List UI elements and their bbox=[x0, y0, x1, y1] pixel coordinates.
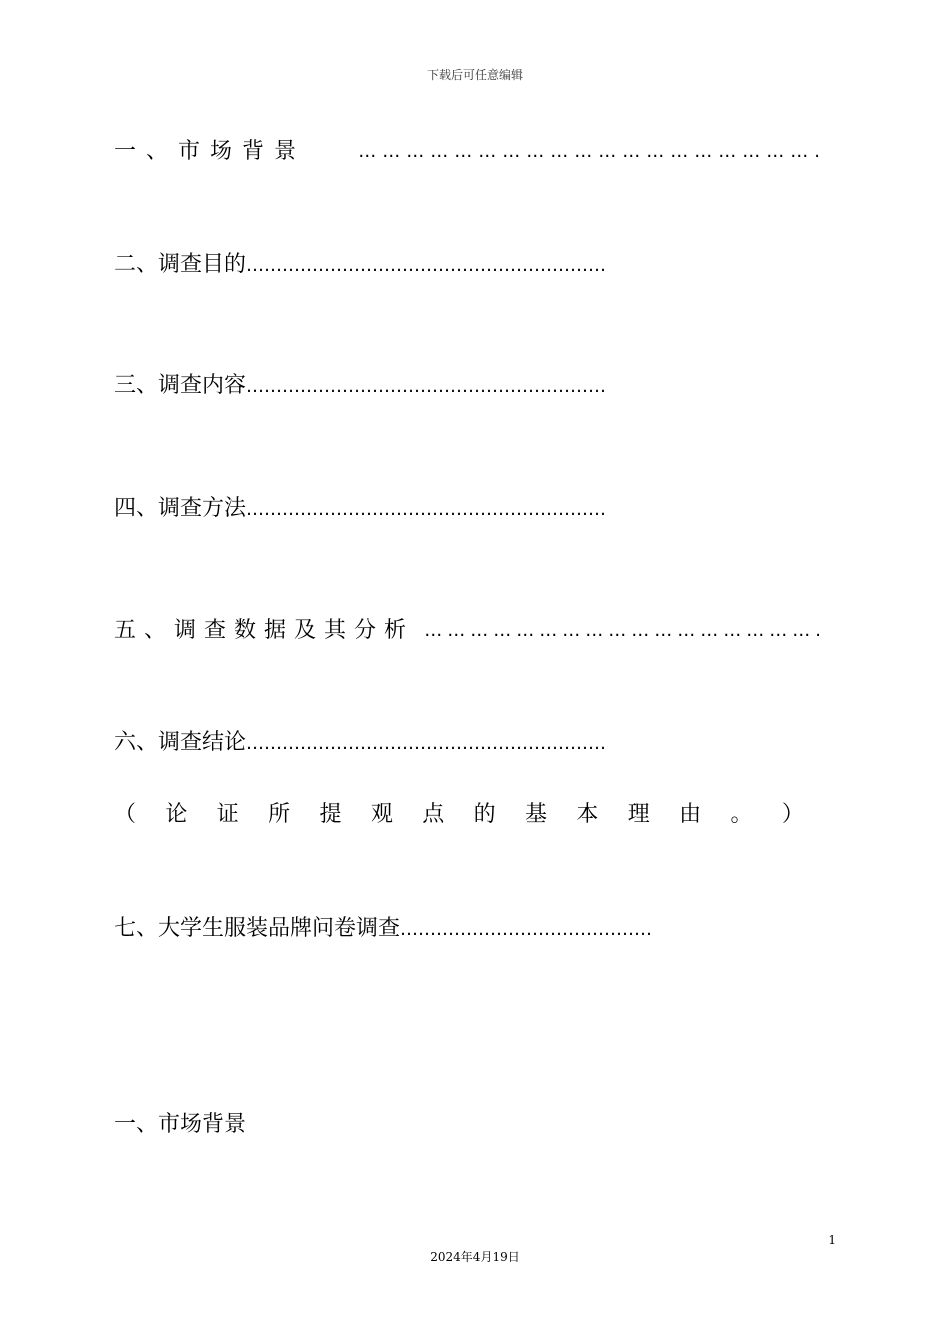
note-char: （ bbox=[114, 802, 137, 827]
note-char: 由 bbox=[679, 802, 702, 827]
toc-item-label: 一、市场背景 bbox=[114, 139, 307, 164]
toc-item-label: 七、大学生服装品牌问卷调查 bbox=[114, 916, 401, 941]
note-char: 论 bbox=[165, 802, 188, 827]
toc-item-brand-questionnaire bbox=[114, 914, 652, 945]
toc-leader-dots: …………………………………………………. bbox=[358, 141, 826, 162]
toc-item-survey-content bbox=[114, 371, 606, 402]
toc-leader-dots: ……………………………………………. bbox=[424, 620, 826, 641]
toc-item-survey-data-analysis bbox=[114, 616, 826, 646]
note-char: 的 bbox=[473, 802, 496, 827]
conclusion-note bbox=[114, 800, 804, 830]
toc-leader-dots: …………………………………………………… bbox=[246, 499, 607, 520]
toc-item-label: 三、调查内容 bbox=[114, 373, 247, 398]
toc-leader-dots: …………………………………………………… bbox=[246, 733, 607, 754]
note-char: 基 bbox=[525, 802, 548, 827]
toc-item-label: 六、调查结论 bbox=[114, 730, 247, 755]
note-char: 。 bbox=[730, 802, 753, 827]
header-note: 下载后可任意编辑 bbox=[426, 68, 523, 82]
toc-item-survey-conclusion bbox=[114, 728, 606, 759]
toc-leader-dots: …………………………………… bbox=[400, 919, 653, 940]
note-char: 证 bbox=[216, 802, 239, 827]
toc-leader-dots: …………………………………………………… bbox=[246, 255, 607, 276]
section-heading: 一、市场背景 bbox=[114, 1112, 247, 1137]
toc-item-label: 四、调查方法 bbox=[114, 496, 247, 521]
page-number: 1 bbox=[828, 1233, 836, 1247]
note-char: 所 bbox=[268, 802, 291, 827]
toc-item-survey-purpose bbox=[114, 250, 606, 281]
note-char: 本 bbox=[576, 802, 599, 827]
note-char: 观 bbox=[370, 802, 393, 827]
note-char: 提 bbox=[319, 802, 342, 827]
note-char: 理 bbox=[627, 802, 650, 827]
note-char: ） bbox=[781, 802, 804, 827]
note-char: 点 bbox=[422, 802, 445, 827]
toc-leader-dots: …………………………………………………… bbox=[246, 376, 607, 397]
toc-item-label: 二、调查目的 bbox=[114, 252, 247, 277]
toc-item-market-background bbox=[114, 137, 826, 167]
footer-date: 2024年4月19日 bbox=[430, 1250, 520, 1264]
toc-item-survey-method bbox=[114, 494, 606, 525]
toc-item-label: 五、调查数据及其分析 bbox=[114, 618, 415, 643]
